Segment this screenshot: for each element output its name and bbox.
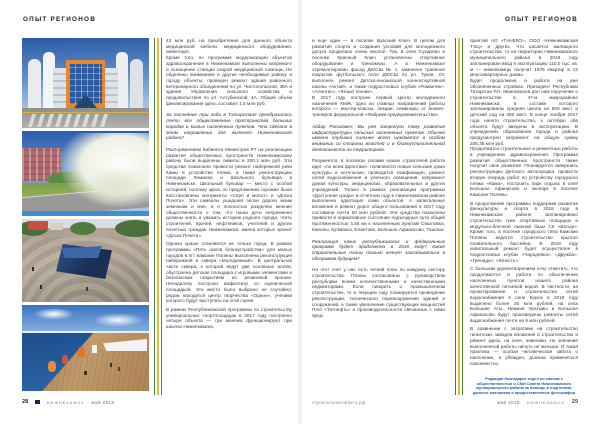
street-photo: [22, 131, 149, 216]
building-tower: [130, 59, 143, 108]
body-paragraph: Кроме того, по программе модернизации объектов здравоохранения в Нижнекамске выполнены капремонт и оснащение станции скорой медицинской помощи. Не обделены вниманием и другие необходимые району и городу объекты: проведен ремонт здания районного ветеринарного объединения по ул. Чистопольской, 38А и здания Управления сельского хозяйства и продовольствия по ул. Ахтубинской, 4А. Общий объем финансирования здесь составил 1,5 млн руб.: [166, 55, 292, 106]
rule-yellow: [157, 38, 158, 395]
magazine-name: НИЖНЕКАМСК: [526, 399, 565, 405]
magazine-name: НИЖНЕКАМСК: [46, 399, 85, 405]
building-tower: [28, 59, 41, 108]
trees: [115, 220, 149, 237]
beach-cabin: [92, 345, 97, 353]
issue-date: май 2018: [91, 399, 115, 405]
beach-umbrella: [48, 361, 56, 372]
beach-umbrella: [78, 347, 85, 357]
page-number: 29: [571, 399, 578, 405]
body-paragraph: Однако краше становится не только город. В рамках программы «Пять шагов благоустройства» для малых городов в пгт Камские Поляны выполнена реконструкция набережной и сквера «Молодежный». В центральной части сквера, к которой ведут две основные аллеи, обустроена детская площадка с игровыми элементами и безопасным покрытием из резиновой крошки. Неподалеку построен амфитеатр со сценической площадкой. Это место было выбрано не случайно: рядом находится центр творчества «Орион», ученики которого будут выступать на этой сцене.: [166, 241, 292, 304]
issue-date: май 2018: [497, 399, 520, 405]
left-page-footer: [22, 399, 114, 405]
rule-green: [161, 38, 162, 395]
right-page-footer: [497, 399, 578, 405]
plaza-photo: [22, 219, 149, 302]
photo-column: [22, 38, 149, 394]
body-paragraph: С большим удовлетворением хочу отметить, что продолжается и работа по обеспечению населенных пунктов нашего района качественной питьевой водой. В частности, на проектирование и строительство сетей водоснабжения в селе Борок в 2018 году выделено более 25 млн рублей, на села Большие Аты, Нижние Уратьмы и Большое Афанасово будут произведены ремонты сетей водоснабжения почти на 9 млн рублей.: [470, 266, 578, 323]
crosswalk: [28, 114, 110, 127]
rule-yellow: [458, 38, 459, 395]
divider-rule-left: [154, 38, 162, 395]
body-paragraph: В рамках Республиканской программы по строительству универсальных спортплощадок в 2017 году построено четыре объекта — три манежа функционируют при школах Нижнекамска,: [166, 306, 292, 330]
pedestrian: [32, 267, 34, 271]
building-photo: [22, 38, 149, 128]
page-fold: [297, 0, 303, 424]
body-paragraph: Разумеется, в поселках силами наших строителей работа идет «по всем фронтам»: появляются новые сельские дома культуры и котельные, проводится газификация, ремонт сетей водоснабжения и уличного освещения, капремонт домов культуры, медицинских, образовательных и других учреждений. Только в рамках реализации программы «Доступная среда» в отчетном году в Нижнекамском районе выполнена адаптация семи объектов. А капитальные вложения в ремонт дорог общего пользования в 2017 году составили почти 50 млн рублей. Эти средства позволили привести в нормативное состояние подъездные пути общей протяженностью 4,48 км к населенным пунктам Смыловка, Каенлы, Кулмакса, Елантово, Большое Афанасово, Ташлык.: [312, 158, 445, 232]
road-marking: [22, 112, 149, 114]
body-paragraph: 43 млн руб. на приобретение для данного объекта медицинской мебели, медицинского оборудования, инвентаря.: [166, 38, 292, 55]
rule-blue: [455, 38, 456, 395]
blossoming-tree: [83, 165, 149, 207]
rule-green: [462, 38, 463, 395]
pedestrian: [86, 287, 88, 291]
right-page-column-2: [470, 38, 578, 396]
section-header-left: ОПЫТ РЕГИОНОВ: [23, 16, 97, 23]
body-paragraph: Распоряжением Кабинета Министров РТ на реализацию развития общественных пространств Нижнекамскому району были выделены лимиты в 200,1 млн руб. Эти средства позволили провести ремонт набережной реки Камы и устройство пляжа, а также реконструкцию площади Лемаева и Школьного бульвара в Нижнекамске. Школьный бульвар — место с особой историей, поэтому здесь по предложению горожан были восстановлены монументы «Серп и молот» и «Доска Почета». Эти символы ушедшей эпохи дороги моим землякам и мне, и я полностью разделяю мнение общественности о том, что наши дети непременно должны знать и уважать историю родного города, чтить строителей, врачей, нефтяников, учителей и других почетных граждан Нижнекамска, имена которых хранит «Доска Почета».: [166, 146, 292, 238]
divider-rule-right: [455, 38, 463, 395]
body-paragraph: В 2017 году построен первый Центр молодежного назначения КМЖ, одно из главных направлений работы которого — мастер-классы, лекции, семинары от бизнес-тренеров федеральной «Фабрики предпринимательства».: [312, 95, 445, 118]
building: [50, 223, 63, 230]
body-paragraph: Будет продолжена и работа на уже обозначенных стройках. Президент Республики Татарстан Р.Н. Минниханов дал нам поручение о строительстве в 47-м микрорайоне Нижнекамска, в составе которого запланированы средняя школа на 800 мест и детский сад на 260 мест. В конце ноября 2017 года начато строительство, к октябрю оба объекта будут введены в эксплуатацию. В учреждениях образования города и района предусмотрен капремонт на общую сумму 205,38 млн руб.: [470, 77, 578, 146]
right-page-column-1: [312, 38, 445, 396]
page-number: 28: [22, 399, 29, 405]
magazine-website: строительнаяорбита.рф: [312, 400, 366, 405]
body-paragraph: приятий АО «ТАНЕКО», ООО «Нижнекамская ТЭЦ» и других. Что касается жилищного строительства, то на территории Нижнекамского муниципального района в 2018 году запланирован ввод в эксплуатацию 110,0 тыс. кв. м — нижнекамцы получат 1879 квартир в 12 многоквартирных домах.: [470, 38, 578, 78]
beachgoer: [84, 371, 87, 375]
interview-question: Айдар Расихович, Вы уже затронули тему развития инфраструктуры сельских населенных пунктов. Обычно именно глубинка сильнее всего нуждается в особом внимании со стороны властей и в благоустроительной деятельности на территориях.: [312, 123, 445, 152]
interview-question: Реализация каких республиканских и федеральных программ будет продолжена в 2018 году? Какие строительные планы только начнут закладываться в обозримом будущем?: [312, 238, 445, 261]
rule-green: [154, 38, 155, 395]
body-paragraph: и еще один — в поселке Красный Ключ. В целом для развития спорта и создания условий для молодежного досуга проделано очень многое. Так, в селе Сухарево и поселке Красный Ключ установлены спортивное оборудование и тренажеры. А в Нижнекамске отремонтирован фасад ДЮСШ № 1, заменено травяное покрытие футбольного поля ДЮСШ по ул. Тукая, 23, выполнен ремонт Детско-юношеской конноспортивной школы «Актай», а также подростковых клубов «Романтик», «Алентис», «Юный техник».: [312, 38, 445, 95]
beach-umbrella: [62, 355, 68, 364]
section-header-right: ОПЫТ РЕГИОНОВ: [504, 16, 578, 23]
beachgoer: [118, 367, 120, 371]
trees: [70, 222, 96, 235]
cloud: [93, 313, 143, 327]
magazine-logo-icon: [35, 400, 40, 405]
body-paragraph: На этот счет у нас есть четкий план по каждому сектору строительства. Планы согласованы с руководством республики всеми количественными и качественными индикаторами. Если говорить о промышленном строительстве, то в текущем году планируется проведение реконструкции, технического перевооружения зданий и сооружений, а также увеличение существующих мощностей ПАО «Татнефть» и производительности связанных с ними пред-: [312, 267, 445, 318]
body-paragraph: В сравнении с затратами на строительство гигантских заводов вложения в строительство и ремонт здесь, на селе, невелики. Но значение выполненной работы ничуть не меньше. И такая практика — особая человеческая забота о населении, я убежден, должна применяться повсеместно.: [470, 326, 578, 366]
blue-fence: [22, 211, 149, 216]
building: [28, 221, 48, 230]
beachgoer: [110, 363, 112, 367]
left-page-text-column: [166, 38, 292, 396]
body-paragraph: В продолжение программы поддержки развития физкультуры и спорта в 2018 году в Нижнекамском районе запланировано строительство трех спортивных площадок и модульно-блочной лыжной базы СК «Батыр». Кроме того, в поселке городского типа Камские Поляны ведется строительство крытого плавательного бассейна. В 2018 году капитальный ремонт будет осуществлен в подростковых клубах «Чародейка», «Дружба», «Гренада», «Юность».: [470, 200, 578, 263]
body-paragraph: Продолжатся строительные и ремонтные работы в учреждениях здравоохранения. Программа развития общественных пространств также получит свое развитие. Планируется завершить реконструкцию Детского автогородка, провести вторую очередь работ по устройству городского пляжа «Кама», построить парк отдыха в селе Большое Афанасово и экопарк в поселке Камские Поляны.: [470, 146, 578, 197]
beach-photo: [22, 305, 149, 391]
interview-question: За последние три года в Татарстане преобразились почти все общественные пространства больших городов и малых населенных пунктов. Что сделано в этом направлении для жителей Нижнекамского района?: [166, 112, 292, 141]
horizon-line: [22, 331, 149, 333]
pedestrian: [40, 285, 42, 289]
cloud: [34, 308, 74, 320]
editorial-acknowledgement-note: Редакция благодарит отдел по связям с общественностью и СМИ Совета Нижнекамского муниципального района за помощь в подготовке данного материала и предоставленные фотографии: [470, 374, 578, 396]
